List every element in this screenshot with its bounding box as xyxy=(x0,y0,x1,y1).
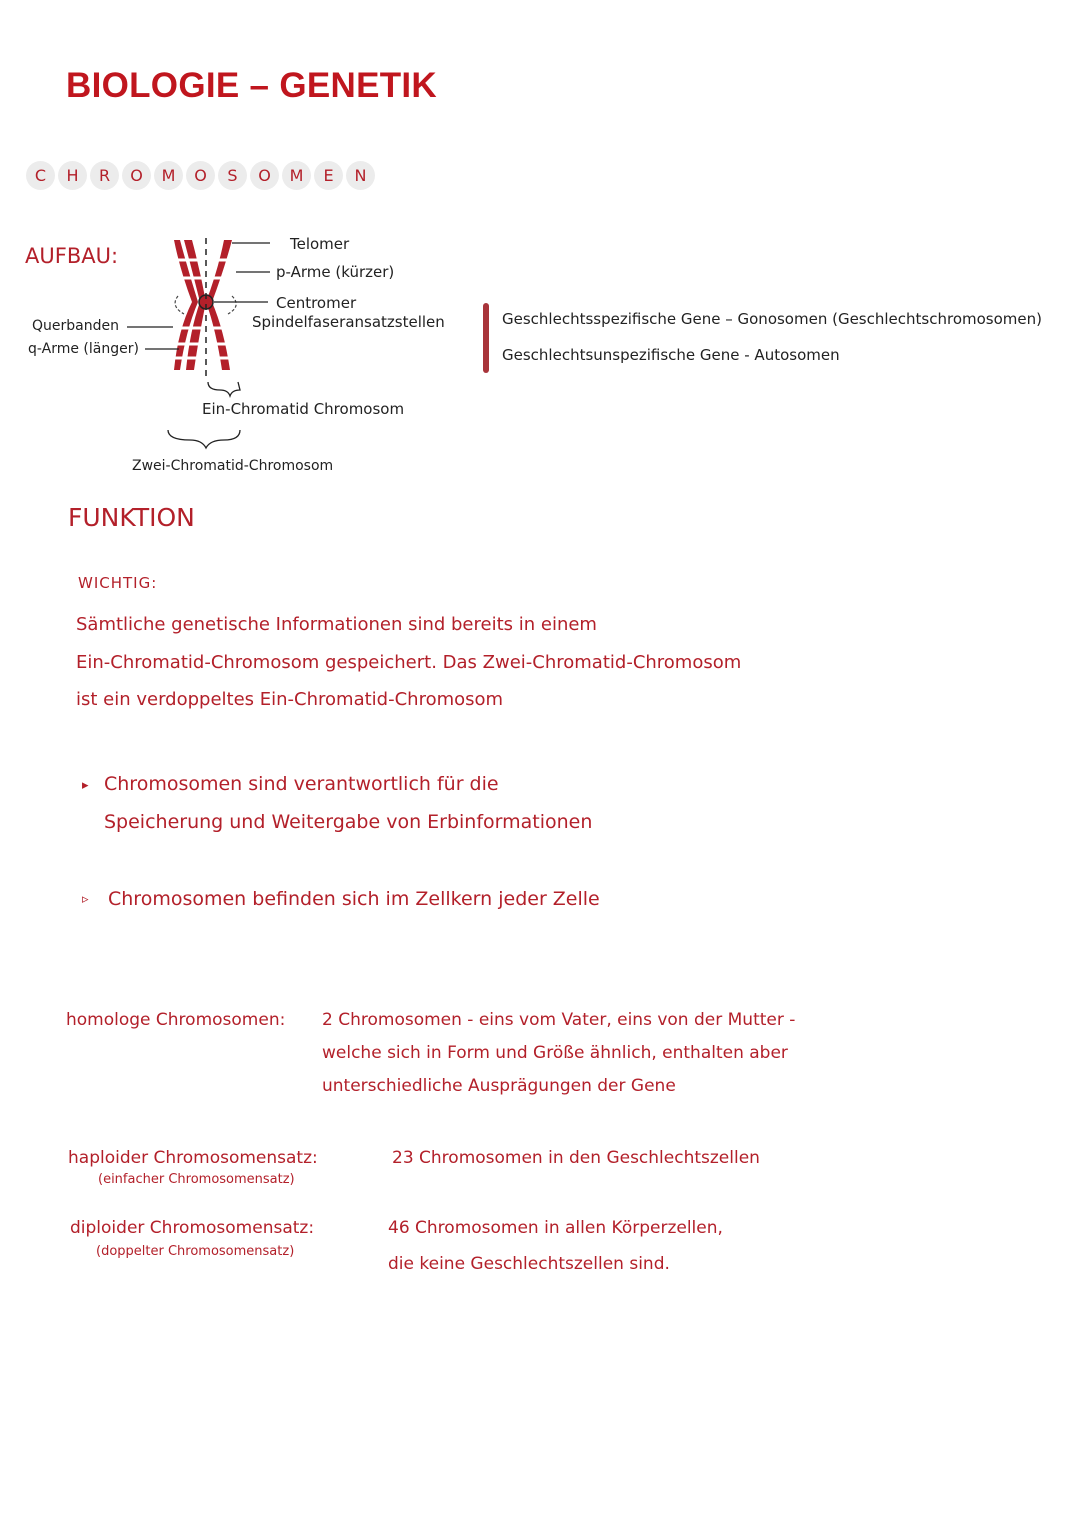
bullet-arrow-icon: ▸ xyxy=(82,777,89,792)
wichtig-line: Ein-Chromatid-Chromosom gespeichert. Das Zwei-Chromatid-Chromosom xyxy=(76,652,742,673)
label-p-arme: p-Arme (kürzer) xyxy=(276,263,395,281)
note-autosomen: Geschlechtsunspezifische Gene - Autosomen xyxy=(502,346,840,364)
note-gonosomen: Geschlechtsspezifische Gene – Gonosomen (Geschlechtschromosomen) xyxy=(502,310,1042,328)
heading-letter: O xyxy=(186,161,215,190)
term-diploid-sub: (doppelter Chromosomensatz) xyxy=(96,1244,295,1259)
label-spindelfaser: Spindelfaseransatzstellen xyxy=(252,313,445,331)
label-q-arme: q-Arme (länger) xyxy=(28,341,139,357)
wichtig-line: Sämtliche genetische Informationen sind bereits in einem xyxy=(76,614,597,635)
label-telomer: Telomer xyxy=(290,235,350,253)
aufbau-heading: AUFBAU: xyxy=(25,244,119,268)
def-homolog-line: unterschiedliche Ausprägungen der Gene xyxy=(322,1076,676,1096)
heading-letter: S xyxy=(218,161,247,190)
bullet-arrow-icon: ▹ xyxy=(82,891,89,906)
funktion-heading: FUNKTION xyxy=(68,503,195,532)
chromosomen-heading xyxy=(26,161,375,190)
heading-letter: O xyxy=(250,161,279,190)
heading-letter: M xyxy=(154,161,183,190)
term-homolog: homologe Chromosomen: xyxy=(66,1010,286,1030)
heading-letter: R xyxy=(90,161,119,190)
bullet-2: Chromosomen befinden sich im Zellkern jeder Zelle xyxy=(108,888,600,910)
term-haploid: haploider Chromosomensatz: xyxy=(68,1148,318,1168)
term-diploid: diploider Chromosomensatz: xyxy=(70,1218,315,1238)
bullet-1-line: Speicherung und Weitergabe von Erbinformationen xyxy=(104,811,593,833)
heading-letter: E xyxy=(314,161,343,190)
wichtig-label: WICHTIG: xyxy=(78,574,158,592)
heading-letter: M xyxy=(282,161,311,190)
heading-letter: H xyxy=(58,161,87,190)
def-homolog-line: welche sich in Form und Größe ähnlich, enthalten aber xyxy=(322,1043,788,1063)
def-diploid-line: 46 Chromosomen in allen Körperzellen, xyxy=(388,1218,723,1238)
def-diploid-line: die keine Geschlechtszellen sind. xyxy=(388,1254,670,1274)
heading-letter: N xyxy=(346,161,375,190)
heading-letter: C xyxy=(26,161,55,190)
label-zwei-chromatid: Zwei-Chromatid-Chromosom xyxy=(132,458,334,474)
bullet-1-line: Chromosomen sind verantwortlich für die xyxy=(104,773,499,795)
heading-letter: O xyxy=(122,161,151,190)
def-haploid: 23 Chromosomen in den Geschlechtszellen xyxy=(392,1148,760,1168)
def-homolog-line: 2 Chromosomen - eins vom Vater, eins von der Mutter - xyxy=(322,1010,796,1030)
label-centromer: Centromer xyxy=(276,294,357,312)
label-ein-chromatid: Ein-Chromatid Chromosom xyxy=(202,400,405,418)
divider-bar xyxy=(483,303,489,373)
term-haploid-sub: (einfacher Chromosomensatz) xyxy=(98,1172,295,1187)
page-title: BIOLOGIE – GENETIK xyxy=(66,66,438,105)
wichtig-line: ist ein verdoppeltes Ein-Chromatid-Chromosom xyxy=(76,689,504,710)
label-querbanden: Querbanden xyxy=(32,318,119,334)
